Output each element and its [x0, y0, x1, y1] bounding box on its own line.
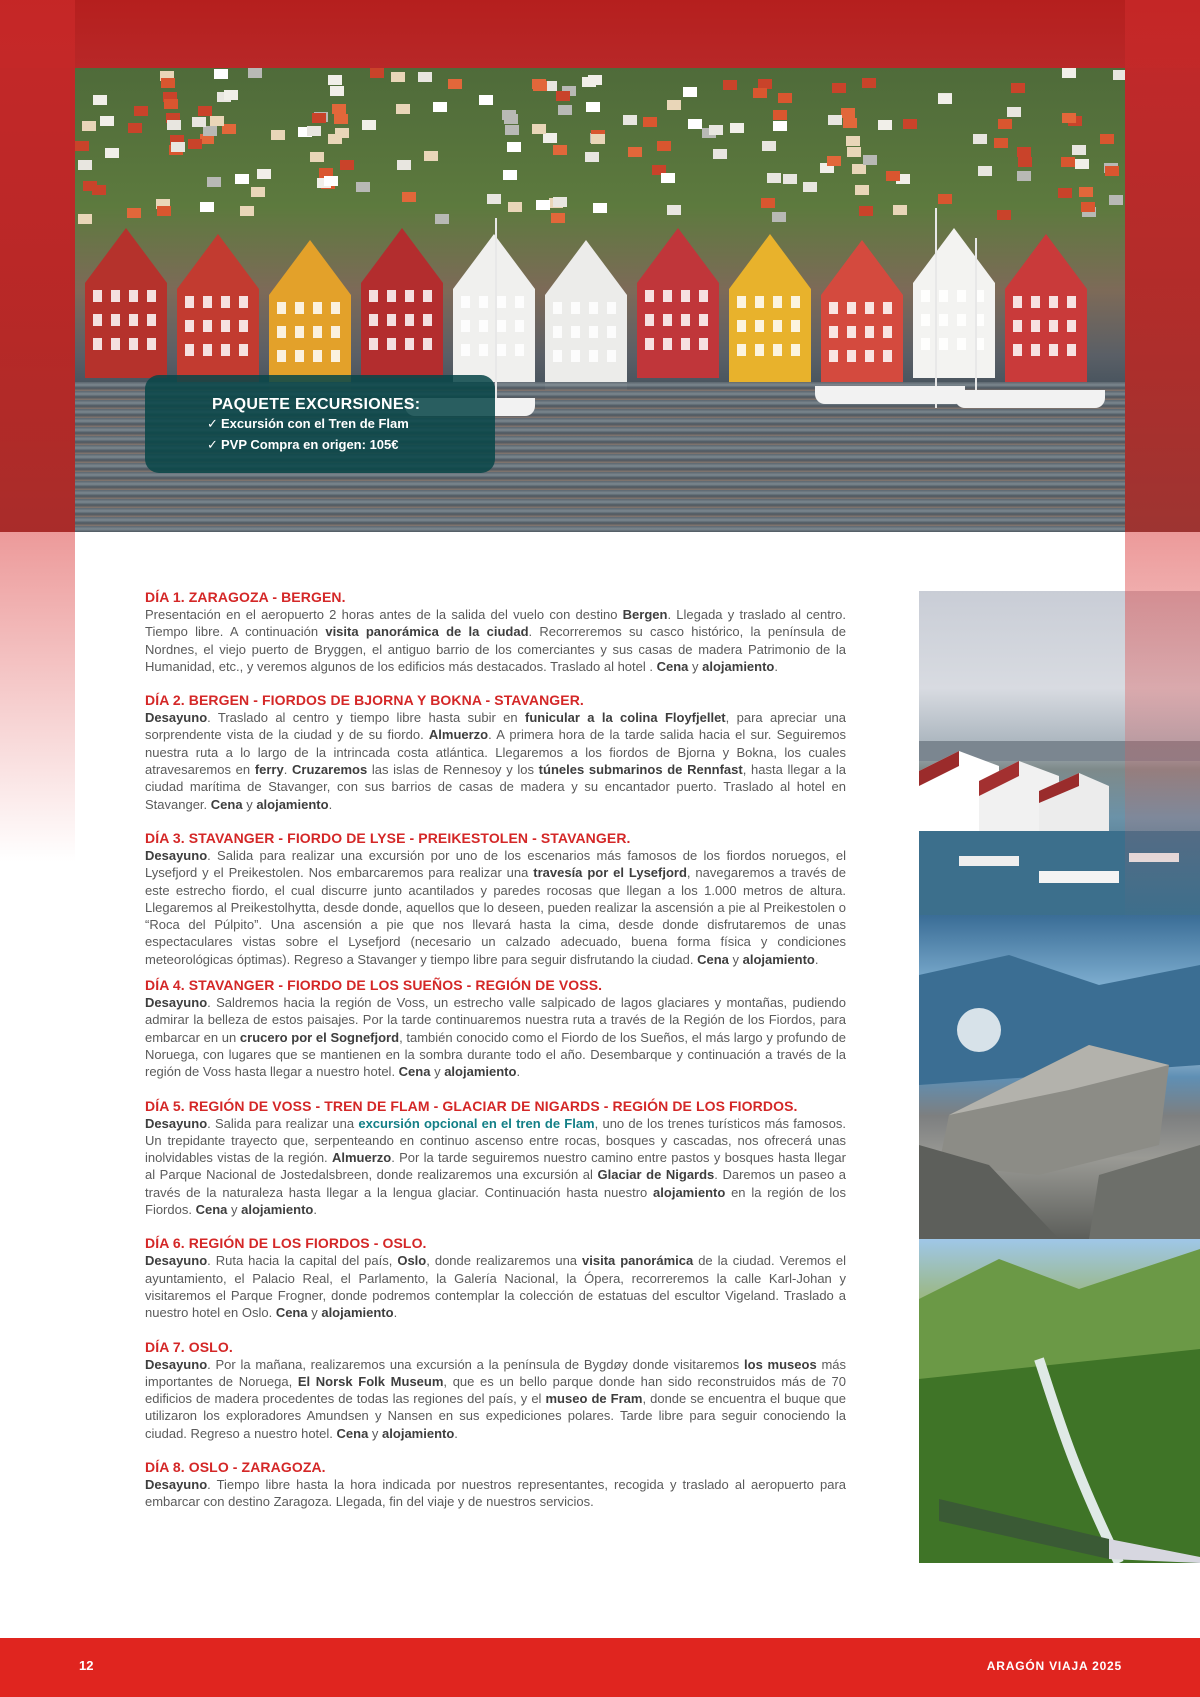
hillside-house: [391, 72, 405, 82]
boat-mast: [935, 208, 937, 408]
hillside-house: [171, 142, 185, 152]
hillside-house: [240, 206, 254, 216]
bold-text: Desayuno: [145, 1115, 208, 1131]
hillside-house: [863, 155, 877, 165]
text-segment: .: [283, 762, 293, 778]
day-title: DÍA 7. OSLO.: [145, 1338, 233, 1355]
day-description: [145, 1356, 846, 1442]
bold-text: Cena: [336, 1425, 369, 1441]
boat: [955, 390, 1105, 408]
hero-left-overlay: [0, 0, 75, 532]
bold-text: Bergen: [622, 607, 668, 622]
bold-text: Cena: [210, 796, 243, 812]
text-segment: .: [313, 1202, 317, 1218]
day-description: [145, 994, 846, 1080]
hillside-house: [487, 194, 501, 204]
bold-text: Desayuno: [145, 1476, 208, 1492]
day-block: [145, 1098, 846, 1219]
day-block: [145, 692, 846, 813]
hillside-house: [127, 208, 141, 218]
day-block: [145, 1459, 846, 1511]
text-segment: . Ruta hacia la capital del país,: [207, 1253, 398, 1269]
text-segment: .: [393, 1305, 398, 1321]
hillside-house: [335, 128, 349, 138]
day-title: DÍA 3. STAVANGER - FIORDO DE LYSE - PREIKESTOLEN - STAVANGER.: [145, 829, 631, 846]
hillside-house: [1017, 171, 1031, 181]
day-block: [145, 977, 846, 1080]
hillside-house: [235, 174, 249, 184]
bold-text: alojamiento: [256, 796, 329, 812]
bryggen-house: [637, 228, 719, 378]
hillside-house: [332, 104, 346, 114]
day-title: DÍA 6. REGIÓN DE LOS FIORDOS - OSLO.: [145, 1235, 427, 1252]
hillside-house: [507, 142, 521, 152]
highlighted-text: excursión opcional en el tren de Flam: [358, 1115, 595, 1131]
text-segment: , navegaremos a través de este estrecho fiordo, el cual discurre junto acantilados y paredes rocosas que llegan a los 1.000 metros de altura. Llegaremos al Preikestolhytta, desde donde, aquellos que lo deseen, pueden realizar la ascensión a pie al Preikestolen o “Roca del Púlpito”. Una ascensión a pie que nos llevará hasta la cima, desde donde disfrutaremos de unas espectaculares vistas sobre el Lysefjord (necesario un calzado adecuado, buena forma física y condiciones meteorológicas óptimas). Regreso a Stavanger y tiempo libre para seguir disfrutando la ciudad.: [145, 865, 846, 967]
day-block: [145, 1235, 846, 1321]
hillside-house: [328, 75, 342, 85]
hillside-house: [396, 104, 410, 114]
hillside-house: [356, 182, 370, 192]
hillside-house: [251, 187, 265, 197]
hillside-house: [938, 94, 952, 104]
hillside-house: [362, 120, 376, 130]
photo-column: [919, 591, 1200, 1563]
hillside-house: [532, 79, 546, 89]
text-segment: . Llegada y traslado al centro. Tiempo libre. A continuación: [145, 607, 846, 640]
bold-text: El Norsk Folk Museum: [297, 1373, 444, 1389]
text-segment: y: [307, 1305, 322, 1321]
bold-text: museo de Fram: [545, 1391, 643, 1407]
hillside-house: [1072, 145, 1086, 155]
hillside-house: [832, 83, 846, 93]
bold-text: Almuerzo: [428, 727, 489, 743]
bold-text: Desayuno: [145, 710, 208, 726]
hillside-house: [532, 124, 546, 134]
text-segment: .: [774, 658, 779, 674]
hillside-house: [1105, 166, 1119, 176]
hillside-house: [200, 202, 214, 212]
hillside-house: [192, 117, 206, 127]
hillside-house: [683, 87, 697, 97]
hillside-house: [1113, 70, 1125, 80]
text-segment: . Recorreremos su casco histórico, la península de Nordnes, el viejo puerto de Bryggen, el antiguo barrio de los comerciantes y sus casas de madera Patrimonio de la Humanidad, etc., y veremos algunos de los edificios más destacados. Traslado al hotel .: [145, 624, 847, 674]
day-title: DÍA 8. OSLO - ZARAGOZA.: [145, 1458, 326, 1475]
hillside-house: [424, 151, 438, 161]
hillside-house: [1079, 187, 1093, 197]
day-description: [145, 709, 846, 813]
text-segment: . Traslado al centro y tiempo libre hasta subir en: [207, 710, 525, 726]
bold-text: Cena: [195, 1202, 228, 1218]
hillside-house: [1061, 157, 1075, 167]
bold-text: Cena: [697, 951, 729, 967]
hillside-house: [479, 95, 493, 105]
hillside-house: [1075, 159, 1089, 169]
text-segment: . Por la mañana, realizaremos una excursión a la península de Bygdøy donde visitaremos: [207, 1356, 745, 1372]
hillside-house: [938, 194, 952, 204]
hillside-house: [723, 80, 737, 90]
bryggen-house: [729, 234, 811, 384]
hillside-house: [92, 185, 106, 195]
text-segment: . Tiempo libre hasta la hora indicada por nuestros representantes, recogida y traslado al aeropuerto para embarcar con destino Zaragoza. Llegada, fin del viaje y de nuestros servicios.: [145, 1476, 846, 1510]
hillside-house: [667, 205, 681, 215]
bold-text: alojamiento: [321, 1305, 394, 1321]
hillside-house: [504, 114, 518, 124]
hillside-house: [852, 164, 866, 174]
hillside-house: [78, 160, 92, 170]
hillside-house: [859, 206, 873, 216]
hillside-house: [1081, 202, 1095, 212]
hillside-house: [586, 102, 600, 112]
hillside-house: [207, 177, 221, 187]
bryggen-house: [269, 240, 351, 390]
hillside-house: [370, 68, 384, 78]
text-segment: . Daremos un paseo a través de la naturaleza hasta llegar a la lengua glaciar. Continuación hasta nuestro: [145, 1167, 846, 1200]
hillside-house: [783, 174, 797, 184]
hillside-house: [847, 147, 861, 157]
check-icon: ✓: [207, 416, 218, 431]
hillside-house: [105, 148, 119, 158]
text-segment: , donde se encuentra el buque que utilizaron los exploradores Amundsen y Nansen en sus expediciones polares. Tarde libre para seguir conociendo la ciudad. Regreso a nuestro hotel.: [145, 1391, 846, 1441]
hillside-house: [214, 69, 228, 79]
hillside-house: [402, 192, 416, 202]
page-number: 12: [79, 1658, 94, 1673]
package-excursions-box: [145, 375, 495, 473]
hillside-house: [324, 176, 338, 186]
hillside-house: [878, 120, 892, 130]
preikestolen-illustration: [919, 915, 1200, 1239]
hero-photo: [0, 0, 1200, 532]
bold-text: crucero por el Sognefjord: [239, 1029, 400, 1045]
bold-text: visita panorámica de la ciudad: [325, 624, 529, 640]
day-description: [145, 1252, 846, 1321]
day-description: [145, 1476, 846, 1511]
hillside-house: [330, 86, 344, 96]
text-segment: Presentación en el aeropuerto 2 horas antes de la salida del vuelo con destino: [145, 607, 623, 622]
text-segment: . Por la tarde seguiremos nuestro camino entre pastos y bosques hasta llegar al Parque Nacional de Jostedalsbreen, donde realizaremos una excursión al: [145, 1150, 846, 1183]
hillside-house: [558, 105, 572, 115]
hillside-house: [100, 116, 114, 126]
hillside-house: [543, 133, 557, 143]
hillside-house: [312, 113, 326, 123]
hillside-house: [846, 136, 860, 146]
hillside-house: [536, 200, 550, 210]
bryggen-house: [821, 240, 903, 390]
text-segment: .: [454, 1425, 458, 1441]
hillside-house: [841, 108, 855, 118]
hillside-house: [257, 169, 271, 179]
hillside-house: [753, 88, 767, 98]
text-segment: . Salida para realizar una excursión por uno de los escenarios más famosos de los fiordos noruegos, el Lysefjord y el Preikestolen. Nos embarcaremos para realizar una: [145, 847, 846, 881]
text-segment: y: [728, 951, 743, 967]
bryggen-house: [1005, 234, 1087, 384]
bold-text: Desayuno: [145, 847, 208, 863]
hillside-house: [762, 141, 776, 151]
day-description: [145, 606, 846, 675]
text-segment: . Saldremos hacia la región de Voss, un estrecho valle salpicado de lagos glaciares y montañas, pudiendo admirar la belleza de estos paisajes. Por la tarde continuaremos nuestra ruta a través de la Región de los Fiordos, para embarcar en un: [145, 995, 846, 1045]
hillside-house: [1017, 147, 1031, 157]
hillside-house: [994, 138, 1008, 148]
hero-right-overlay: [1125, 0, 1200, 532]
hillside-house: [998, 119, 1012, 129]
bold-text: alojamiento: [444, 1064, 517, 1080]
day-title: DÍA 5. REGIÓN DE VOSS - TREN DE FLAM - GLACIAR DE NIGARDS - REGIÓN DE LOS FIORDOS.: [145, 1097, 798, 1114]
hillside-house: [448, 79, 462, 89]
hillside-house: [75, 141, 89, 151]
hillside-house: [713, 149, 727, 159]
hillside-house: [973, 134, 987, 144]
hillside-house: [433, 102, 447, 112]
bold-text: túneles submarinos de Rennfast: [538, 762, 743, 778]
text-segment: más importantes de Noruega,: [145, 1356, 847, 1389]
day-block: [145, 1339, 846, 1442]
day-title: DÍA 1. ZARAGOZA - BERGEN.: [145, 589, 346, 605]
day-description: [145, 1115, 846, 1219]
brand-label: ARAGÓN VIAJA 2025: [986, 1659, 1122, 1673]
hillside-house: [248, 68, 262, 78]
hillside-house: [1007, 107, 1021, 117]
hillside-house: [827, 156, 841, 166]
hillside-house: [78, 214, 92, 224]
hillside-house: [623, 115, 637, 125]
bryggen-house: [361, 228, 443, 378]
hillside-house: [593, 203, 607, 213]
bryggen-house: [85, 228, 167, 378]
boat-mast: [495, 218, 497, 408]
bryggen-house: [177, 234, 259, 384]
hillside-house: [667, 100, 681, 110]
footer-bar: [0, 1638, 1200, 1697]
hillside-house: [435, 214, 449, 224]
hillside-house: [210, 116, 224, 126]
boat: [815, 386, 965, 404]
hillside-house: [1100, 134, 1114, 144]
text-segment: y: [227, 1202, 242, 1218]
hillside-house: [203, 126, 217, 136]
text-segment: . A primera hora de la tarde salida hacia el sur. Seguiremos nuestra ruta a lo largo de la intrincada costa atlántica. Llegaremos a los fiordos de Bjorna y Bokna, los cuales atravesaremos en: [145, 727, 846, 778]
hillside-house: [1011, 83, 1025, 93]
hillside-house: [628, 147, 642, 157]
bold-text: Desayuno: [145, 1356, 208, 1372]
hero-red-band: [0, 0, 1200, 68]
hillside-house: [803, 182, 817, 192]
text-segment: y: [242, 796, 257, 812]
bold-text: Cena: [656, 658, 689, 674]
day-title: DÍA 2. BERGEN - FIORDOS DE BJORNA Y BOKNA - STAVANGER.: [145, 692, 584, 709]
hillside-house: [334, 114, 348, 124]
flam-railway-illustration: [919, 1239, 1200, 1563]
bold-text: Almuerzo: [331, 1150, 392, 1166]
bold-text: los museos: [744, 1356, 817, 1372]
hillside-house: [188, 139, 202, 149]
bold-text: Cena: [275, 1305, 308, 1321]
hillside-house: [551, 213, 565, 223]
bryggen-house: [453, 234, 535, 384]
text-segment: , uno de los trenes turísticos más famosos. Un trepidante trayecto que, serpenteando en continuo ascenso entre rocas, bosques y cascadas, nos ofrecerá unas inolvidables vistas de la región.: [145, 1115, 846, 1166]
hillside-house: [1018, 157, 1032, 167]
hillside-house: [893, 205, 907, 215]
hillside-house: [997, 210, 1011, 220]
package-item: ✓ Excursión con el Tren de Flam: [207, 416, 409, 431]
hillside-house: [157, 206, 171, 216]
hillside-house: [688, 119, 702, 129]
text-segment: .: [328, 796, 333, 812]
text-segment: , donde realizaremos una: [426, 1253, 583, 1269]
hillside-house: [903, 119, 917, 129]
text-segment: .: [814, 951, 819, 967]
hillside-house: [582, 77, 596, 87]
hillside-house: [978, 166, 992, 176]
bold-text: visita panorámica: [582, 1253, 694, 1269]
hillside-house: [661, 173, 675, 183]
hillside-house: [855, 185, 869, 195]
boat-mast: [975, 238, 977, 408]
bold-text: travesía por el Lysefjord: [533, 865, 687, 881]
bold-text: Cruzaremos: [292, 762, 368, 778]
bold-text: alojamiento: [742, 951, 815, 967]
bold-text: Desayuno: [145, 1253, 208, 1269]
hillside-house: [508, 202, 522, 212]
package-title: PAQUETE EXCURSIONES:: [212, 396, 421, 413]
hillside-house: [767, 173, 781, 183]
hillside-house: [709, 125, 723, 135]
hillside-house: [585, 152, 599, 162]
hillside-house: [310, 152, 324, 162]
hillside-house: [128, 123, 142, 133]
hillside-house: [556, 91, 570, 101]
bold-text: ferry: [254, 762, 284, 778]
day-block: [145, 589, 846, 675]
preikestolen-photo: [919, 915, 1200, 1239]
package-item: ✓ PVP Compra en origen: 105€: [207, 437, 399, 452]
day-block: [145, 830, 846, 968]
text-segment: y: [368, 1425, 383, 1441]
hillside-house: [553, 145, 567, 155]
hillside-house: [1062, 68, 1076, 78]
text-segment: las islas de Rennesoy y los: [367, 762, 539, 778]
hillside-house: [161, 78, 175, 88]
hillside-house: [134, 106, 148, 116]
hillside-house: [643, 117, 657, 127]
bold-text: Desayuno: [145, 995, 208, 1011]
bold-text: alojamiento: [702, 658, 775, 674]
bold-text: funicular a la colina Floyfjellet: [524, 710, 726, 726]
bold-text: alojamiento: [382, 1425, 455, 1441]
hillside-house: [167, 120, 181, 130]
text-segment: y: [688, 658, 703, 674]
left-gradient-strip: [0, 532, 75, 862]
bold-text: Glaciar de Nigards: [597, 1167, 715, 1183]
bryggen-house: [913, 228, 995, 378]
hillside-house: [843, 118, 857, 128]
text-segment: , para apreciar una sorprendente vista de la ciudad y de su fiordo.: [145, 710, 847, 743]
hillside-house: [222, 124, 236, 134]
text-segment: en la región de los Fiordos.: [145, 1184, 846, 1218]
hillside-house: [761, 198, 775, 208]
hillside-house: [862, 78, 876, 88]
itinerary: [145, 589, 846, 1528]
hillside-house: [773, 121, 787, 131]
hillside-house: [82, 121, 96, 131]
hillside-house: [503, 170, 517, 180]
hillside-house: [778, 93, 792, 103]
check-icon: ✓: [207, 437, 218, 452]
bold-text: Cena: [398, 1064, 431, 1080]
hillside-house: [1109, 195, 1123, 205]
hillside-house: [657, 141, 671, 151]
photo-column-overlay: [1125, 591, 1200, 921]
bryggen-house: [545, 240, 627, 390]
text-segment: . Salida para realizar una: [207, 1115, 359, 1131]
text-segment: .: [516, 1064, 521, 1080]
text-segment: de la ciudad. Veremos el ayuntamiento, el Palacio Real, el Parlamento, la Galería Nacional, la Ópera, recorreremos la calle Karl-Johan y visitaremos el Parque Frogner, donde podremos contemplar la colección de estatuas del escultor Vigeland. Traslado a nuestro hotel en Oslo.: [145, 1253, 847, 1321]
hillside-house: [553, 197, 567, 207]
flam-railway-photo: [919, 1239, 1200, 1563]
hillside-house: [397, 160, 411, 170]
hillside-house: [224, 90, 238, 100]
hillside-house: [1062, 113, 1076, 123]
hillside-house: [93, 95, 107, 105]
day-description: [145, 847, 846, 968]
hillside-house: [730, 123, 744, 133]
hillside-house: [591, 134, 605, 144]
text-segment: , que es un bello parque donde han sido reconstruidos más de 70 edificios de madera procedentes de todas las regiones del país, y el: [145, 1373, 846, 1407]
hillside-house: [340, 160, 354, 170]
hillside-house: [198, 106, 212, 116]
hillside-house: [505, 125, 519, 135]
text-segment: , también conocido como el Fiordo de los Sueños, el más largo y profundo de Noruega, con lugares que se mantienen en la sombra durante todo el año. Desembarque y continuación a través de la región de Voss hasta llegar a nuestro hotel.: [145, 1029, 847, 1080]
hillside-house: [418, 72, 432, 82]
hillside-house: [1058, 188, 1072, 198]
text-segment: , hasta llegar a la ciudad marítima de Stavanger, con sus barrios de casas de madera y su encantador puerto. Traslado al hotel en Stavanger.: [145, 762, 846, 812]
hillside-house: [828, 115, 842, 125]
hillside-house: [164, 99, 178, 109]
hillside-house: [773, 110, 787, 120]
hillside-house: [772, 212, 786, 222]
bold-text: alojamiento: [241, 1202, 314, 1218]
hillside-house: [886, 171, 900, 181]
hillside-house: [307, 126, 321, 136]
day-title: DÍA 4. STAVANGER - FIORDO DE LOS SUEÑOS - REGIÓN DE VOSS.: [145, 977, 603, 994]
hillside-house: [271, 130, 285, 140]
text-segment: y: [430, 1064, 445, 1080]
bold-text: alojamiento: [653, 1184, 726, 1200]
bold-text: Oslo: [397, 1253, 427, 1269]
